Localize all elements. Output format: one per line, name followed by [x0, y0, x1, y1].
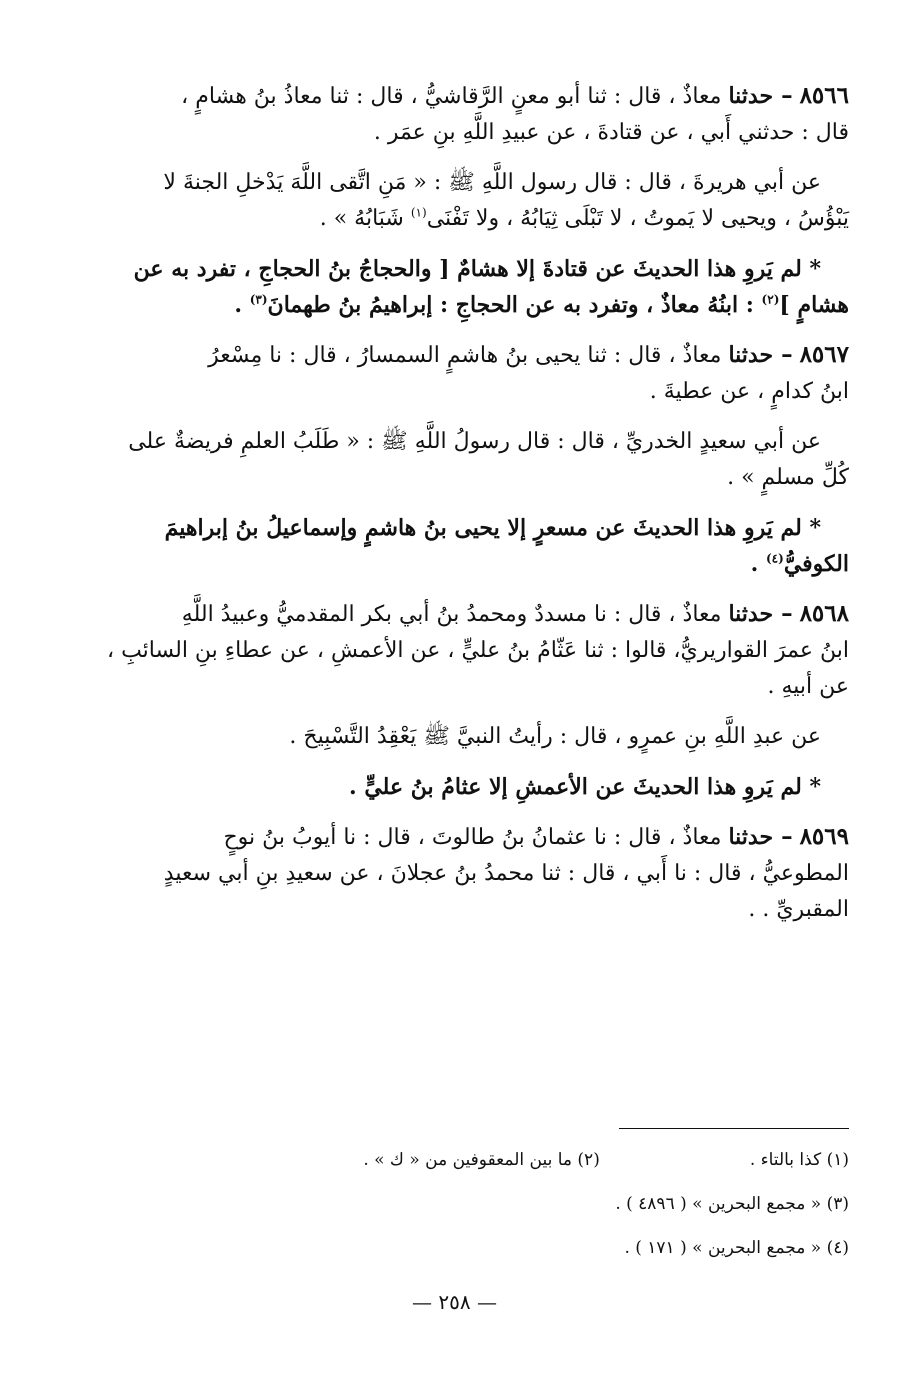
hadith-text: معاذٌ ، قال : ثنا أبو معنٍ الرَّقاشيُّ ، قال : ثنا معاذُ بنُ هشامٍ ،: [181, 84, 722, 109]
hadith-text: معاذٌ ، قال : نا عثمانُ بنُ طالوتَ ، قال : نا أيوبُ بنُ نوحٍ: [223, 825, 722, 850]
footnote-4: (٤) « مجمع البحرين » ( ١٧١ ) .: [624, 1238, 849, 1258]
hadith-line: ابنُ عمرَ القواريريُّ، قالوا : ثنا عَثّامُ بنُ عليٍّ ، عن الأعمشِ ، عن عطاءِ بنِ السائبِ ،: [106, 638, 849, 663]
hadith-number: ٨٥٦٧: [799, 341, 849, 368]
hadith-note-line: * لم يَروِ هذا الحديثَ عن مسعرٍ إلا يحيى بنُ هاشمٍ وإسماعيلُ بنُ إبراهيمَ: [164, 515, 821, 541]
footnote-2: (٢) ما بين المعقوفين من « ك » .: [363, 1150, 600, 1170]
footnote-row: [28, 1182, 849, 1226]
hadith-matn-line: كُلِّ مسلمٍ » .: [727, 465, 849, 490]
hadith-note-line: * لم يَروِ هذا الحديثَ عن الأعمشِ إلا عثامُ بنُ عليٍّ .: [349, 774, 821, 800]
note-text: .: [234, 292, 250, 318]
hadith-intro: حدثنا: [728, 824, 774, 850]
hadith-text: معاذٌ ، قال : ثنا يحيى بنُ هاشمٍ السمسارُ ، قال : نا مِسْعرُ: [208, 343, 722, 368]
note-text: هشامٍ ]: [779, 292, 849, 318]
hadith-number: ٨٥٦٨: [799, 600, 849, 627]
hadith-note-line: [28, 287, 849, 323]
hadith-matn-line: [28, 201, 849, 237]
hadith-8567: [28, 337, 849, 582]
footnote-row: [28, 1138, 849, 1182]
hadith-matn-line: عن أبي سعيدٍ الخدريِّ ، قال : قال رسولُ اللَّهِ ﷺ : « طَلَبُ العلمِ فريضةٌ على: [128, 429, 821, 454]
footnote-divider: [619, 1128, 849, 1129]
hadith-note-line: * لم يَروِ هذا الحديثَ عن قتادةَ إلا هشامٌ [ والحجاجُ بنُ الحجاجِ ، تفرد به عن: [133, 256, 821, 282]
hadith-text: يَبْؤُسُ ، ويحيى لا يَموتُ ، لا تَبْلَى ثِيَابُهُ ، ولا تَفْنَى: [426, 206, 849, 231]
hadith-8568: [28, 596, 849, 805]
footnotes: [28, 1138, 849, 1270]
hadith-line: ابنُ كدامٍ ، عن عطيةَ .: [649, 379, 849, 404]
hadith-intro: حدثنا: [728, 342, 774, 368]
hadith-line: قال : حدثني أَبي ، عن قتادةَ ، عن عبيدِ اللَّهِ بنِ عمَر .: [373, 120, 849, 145]
footnote-1: (١) كذا بالتاء .: [749, 1150, 849, 1170]
hadith-text: شَبَابُهُ » .: [319, 206, 411, 231]
hadith-8566: [28, 78, 849, 323]
hadith-intro: حدثنا: [728, 601, 774, 627]
hadith-line: عن أبيهِ .: [767, 674, 849, 699]
footnote-ref: (١): [410, 205, 427, 220]
footnote-3: (٣) « مجمع البحرين » ( ٤٨٩٦ ) .: [615, 1194, 849, 1214]
footnote-ref: (٢): [761, 292, 780, 307]
note-text: : ابنُهُ معاذٌ ، وتفرد به عن الحجاجِ : إبراهيمُ بنُ طهمانَ: [267, 292, 762, 318]
hadith-number: ٨٥٦٩: [799, 823, 849, 850]
hadith-line: ٨٥٦٧ – حدثنا معاذٌ ، قال : ثنا يحيى بنُ هاشمٍ السمسارُ ، قال : نا مِسْعرُ: [208, 341, 849, 368]
footnote-row: [28, 1226, 849, 1270]
hadith-text: معاذٌ ، قال : نا مسددٌ ومحمدُ بنُ أبي بكر المقدميُّ وعبيدُ اللَّهِ: [181, 602, 722, 627]
hadith-line: ٨٥٦٦ – حدثنا معاذٌ ، قال : ثنا أبو معنٍ الرَّقاشيُّ ، قال : ثنا معاذُ بنُ هشامٍ ،: [181, 82, 849, 109]
hadith-line: المطوعيُّ ، قال : نا أَبي ، قال : ثنا محمدُ بنُ عجلانَ ، عن سعيدِ بنِ أبي سعيدٍ: [163, 861, 849, 886]
hadith-number: ٨٥٦٦: [799, 82, 849, 109]
hadith-8569: [28, 819, 849, 928]
hadith-matn-line: عن أبي هريرةَ ، قال : قال رسول اللَّهِ ﷺ : « مَنِ اتَّقى اللَّهَ يَدْخلِ الجنةَ لا: [163, 170, 821, 195]
hadith-intro: حدثنا: [728, 83, 774, 109]
footnote-ref: (٤): [765, 551, 784, 566]
hadith-line: المقبريِّ . .: [748, 897, 849, 922]
hadith-note-line: [28, 546, 849, 582]
hadith-matn-line: عن عبدِ اللَّهِ بنِ عمرٍو ، قال : رأيتُ النبيَّ ﷺ يَعْقِدُ التَّسْبِيحَ .: [289, 724, 821, 749]
note-text: .: [750, 551, 766, 577]
hadith-line: ٨٥٦٨ – حدثنا معاذٌ ، قال : نا مسددٌ ومحمدُ بنُ أبي بكر المقدميُّ وعبيدُ اللَّهِ: [181, 600, 849, 627]
hadith-line: ٨٥٦٩ – حدثنا معاذٌ ، قال : نا عثمانُ بنُ طالوتَ ، قال : نا أيوبُ بنُ نوحٍ: [223, 823, 849, 850]
footnote-ref: (٣): [249, 292, 268, 307]
page-number: — ٢٥٨ —: [412, 1290, 497, 1314]
note-text: الكوفيُّ: [783, 551, 849, 577]
